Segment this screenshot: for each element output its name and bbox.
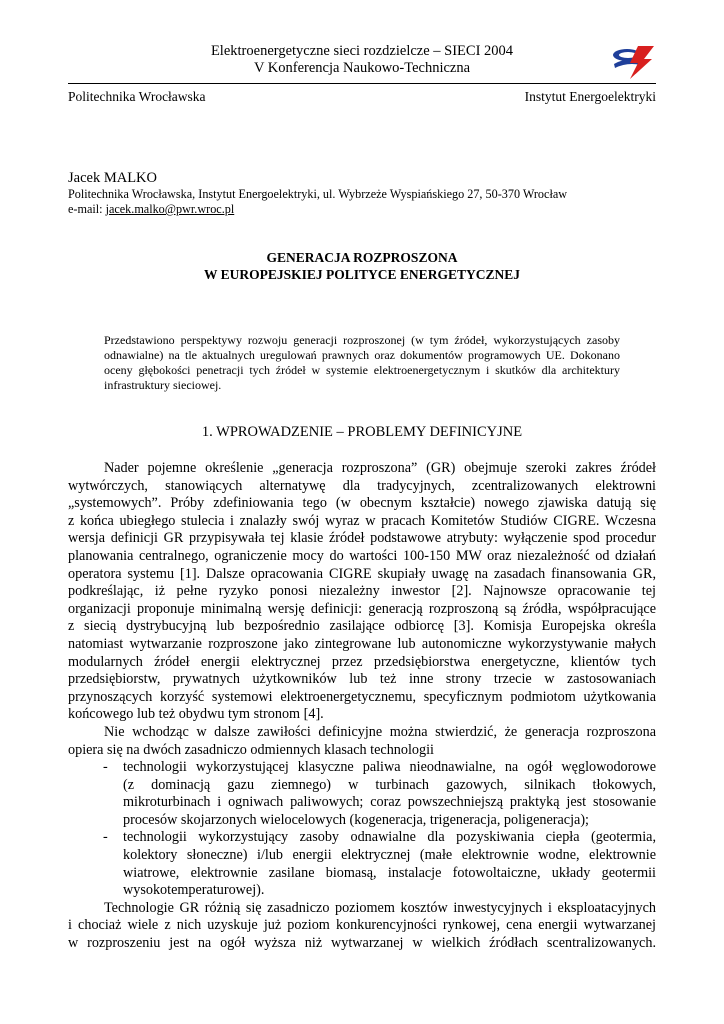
abstract-line: infrastruktury sieciowej. (104, 378, 222, 392)
bullet-dash: - (103, 759, 108, 776)
body-line: opiera się na dwóch zasadniczo odmiennych klasach technologii (68, 741, 434, 758)
body-line: w rozproszeniu jest na ogół wyższa niż wytwarzanej w wielkich źródłach scentralizowanych. (68, 935, 656, 952)
title-line-1: GENERACJA ROZPROSZONA (266, 250, 458, 265)
author-block (68, 170, 668, 217)
conference-subtitle: V Konferencja Naukowo-Techniczna (253, 60, 471, 76)
conference-header (68, 43, 656, 77)
bullet-line: kolektory słoneczne) i/lub energii elektrycznej (małe elektrownie wodne, elektrownie (123, 847, 656, 864)
body-line: Technologie GR różnią się zasadniczo poziomem kosztów inwestycyjnych i eksploatacyjnych (104, 899, 656, 916)
author-email-line (68, 202, 668, 217)
body-line: wersja definicji GR przypisywała tej klasie źródeł podstawowe atrybuty: wyłączenie spod procedur (68, 530, 656, 547)
title-line-2: W EUROPEJSKIEJ POLITYCE ENERGETYCZNEJ (204, 267, 520, 282)
conference-name: Elektroenergetyczne sieci rozdzielcze – SIECI 2004 (210, 43, 514, 59)
bullet-line: technologii wykorzystującej klasyczne paliwa nieodnawialne, na ogół węglowodorowe (123, 759, 656, 776)
body-line: planowania centralnego, ograniczenie mocy do wartości 100-150 MW oraz niezależność od działań (68, 547, 656, 564)
body-line: operatora systemu [1]. Dalsze opracowania CIGRE skupiały uwagę na zasadach finansowania GR, (68, 565, 656, 582)
body-line: organizacji proponuje minimalną wersję definicji: generacją rozproszoną są źródła, współpracujące (68, 600, 656, 617)
bullet-line: procesów skojarzonych wielocelowych (kogeneracja, trigeneracja, poligeneracja); (123, 811, 589, 828)
body-line: natomiast wytwarzanie rozproszone jako zintegrowane lub autonomiczne wykorzystywanie małych (68, 635, 656, 652)
bullet-line: wysokotemperaturowej). (123, 882, 265, 899)
bullet-dash: - (103, 829, 108, 846)
bullet-line: wiatrowe, elektrownie zasilane biomasą, instalacje fotowoltaiczne, układy geotermii (123, 864, 656, 881)
body-line: modularnych źródeł energii elektrycznej przez przedsiębiorstwa energetyczne, klientów tych (68, 653, 656, 670)
abstract-line: Przedstawiono perspektywy rozwoju generacji rozproszonej (w tym źródeł, wykorzystujących zasoby (104, 333, 620, 347)
body-line: końcowego lub też obydwu tym stronom [4]. (68, 706, 324, 723)
body-line: przynoszących korzyść systemowi elektroenergetycznemu, specyficznym podmiotom użytkowania (68, 688, 656, 705)
paper-title (68, 249, 656, 283)
abstract-line: oceny głębokości penetracji tych źródeł w systemie elektroenergetycznym i skutków dla architektury (104, 363, 620, 377)
abstract (104, 333, 620, 393)
email-label: e-mail: (68, 202, 106, 216)
bullet-line: mikroturbinach i ogniwach paliwowych; coraz powszechniejszą praktyką jest stosowanie (123, 794, 656, 811)
bullet-item (68, 759, 656, 777)
body-line: Nader pojemne określenie „generacja rozproszona” (GR) obejmuje szeroki zakres źródeł (104, 460, 656, 476)
body-line: z końca ubiegłego stulecia i znalazły swój wyraz w pracach Komitetów Studiów CIGRE. Wczesna (68, 512, 656, 529)
bullet-line: (z dominacją gazu ziemnego) w turbinach gazowych, silnikach tłokowych, (123, 776, 656, 793)
institute-name: Instytut Energoelektryki (524, 89, 656, 104)
conference-logo-icon (612, 44, 656, 80)
email-link[interactable]: jacek.malko@pwr.wroc.pl (105, 202, 235, 216)
body-line: i chociaż wiele z nich uzyskuje już poziom konkurencyjności rynkowej, cena energii wytwarzanej (68, 917, 656, 934)
body-line: wytwórczych, stanowiących alternatywę dla tradycyjnych, zcentralizowanych elektrowni (68, 477, 656, 494)
university-name: Politechnika Wrocławska (68, 89, 206, 104)
body-line: Nie wchodząc w dalsze zawiłości definicyjne można stwierdzić, że generacja rozproszona (104, 723, 656, 740)
author-name: Jacek MALKO (68, 170, 157, 186)
header-rule (68, 83, 656, 84)
abstract-line: odnawialne) na tle aktualnych uregulowań prawnych oraz dokumentów programowych UE. Dokonano (104, 348, 620, 362)
author-affiliation: Politechnika Wrocławska, Instytut Energoelektryki, ul. Wybrzeże Wyspiańskiego 27, 50-370 Wrocław (68, 187, 568, 201)
body-line: z siecią dystrybucyjną lub bezpośrednio zasilające odbiorcę [3]. Komisja Europejska określa (68, 618, 656, 635)
body-line: podkreślając, iż pełne ryzyko ponosi niezależny inwestor [2]. Najnowsze opracowanie tej (68, 583, 656, 600)
body-line: przedsiębiorstw, prywatnych użytkowników lub też inne strony trzecie w zastosowaniach (68, 671, 656, 688)
section-body (68, 460, 656, 953)
section-heading: 1. WPROWADZENIE – PROBLEMY DEFINICYJNE (201, 424, 523, 440)
bullet-item (68, 829, 656, 847)
bullet-line: technologii wykorzystujący zasoby odnawialne dla pozyskiwania ciepła (geotermia, (123, 829, 656, 846)
body-line: „systemowych”. Próby zdefiniowania tego (w obecnym kształcie) nowego zjawiska datują się (68, 495, 656, 512)
